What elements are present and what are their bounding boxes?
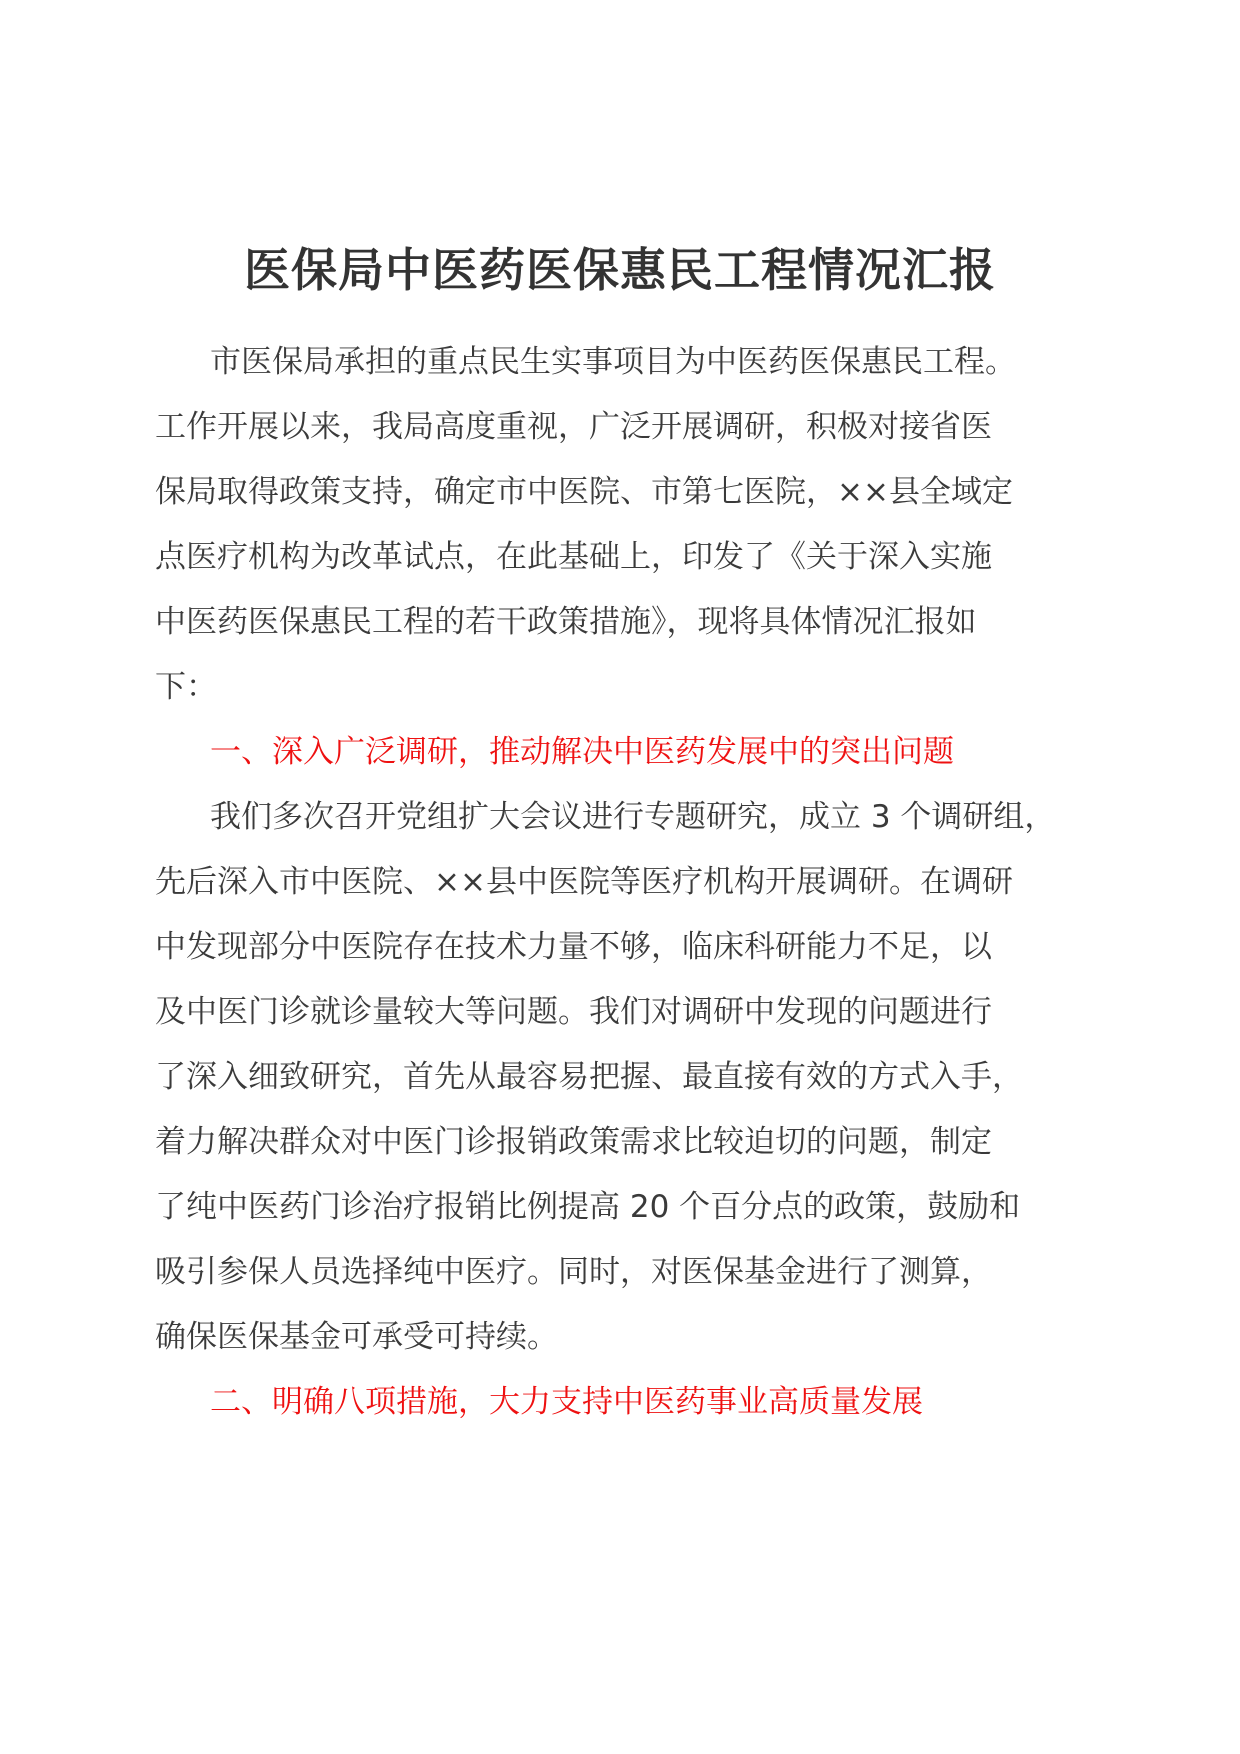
section-1-line-7: 了纯中医药门诊治疗报销比例提高 20 个百分点的政策，鼓励和 bbox=[155, 1189, 1021, 1225]
intro-line-3: 保局取得政策支持，确定市中医院、市第七医院，××县全域定 bbox=[155, 474, 1013, 510]
section-1-line-1: 我们多次召开党组扩大会议进行专题研究，成立 3 个调研组， bbox=[210, 799, 1056, 835]
intro-line-2: 工作开展以来，我局高度重视，广泛开展调研，积极对接省医 bbox=[155, 409, 992, 445]
intro-line-6: 下： bbox=[155, 669, 217, 705]
section-1-line-6: 着力解决群众对中医门诊报销政策需求比较迫切的问题，制定 bbox=[155, 1124, 992, 1160]
intro-line-5: 中医药医保惠民工程的若干政策措施》，现将具体情况汇报如 bbox=[155, 604, 977, 640]
section-1-line-2: 先后深入市中医院、××县中医院等医疗机构开展调研。在调研 bbox=[155, 864, 1013, 900]
section-1-line-8: 吸引参保人员选择纯中医疗。同时，对医保基金进行了测算， bbox=[155, 1254, 992, 1290]
intro-line-1: 市医保局承担的重点民生实事项目为中医药医保惠民工程。 bbox=[210, 344, 1016, 380]
section-1-line-4: 及中医门诊就诊量较大等问题。我们对调研中发现的问题进行 bbox=[155, 994, 992, 1030]
document-title: 医保局中医药医保惠民工程情况汇报 bbox=[244, 243, 996, 297]
section-1-line-3: 中发现部分中医院存在技术力量不够，临床科研能力不足，以 bbox=[155, 929, 992, 965]
intro-line-4: 点医疗机构为改革试点，在此基础上，印发了《关于深入实施 bbox=[155, 539, 992, 575]
section-2-heading: 二、明确八项措施，大力支持中医药事业高质量发展 bbox=[210, 1384, 923, 1420]
section-1-line-9: 确保医保基金可承受可持续。 bbox=[155, 1319, 558, 1355]
section-1-line-5: 了深入细致研究，首先从最容易把握、最直接有效的方式入手， bbox=[155, 1059, 1023, 1095]
section-1-heading: 一、深入广泛调研，推动解决中医药发展中的突出问题 bbox=[210, 734, 954, 770]
